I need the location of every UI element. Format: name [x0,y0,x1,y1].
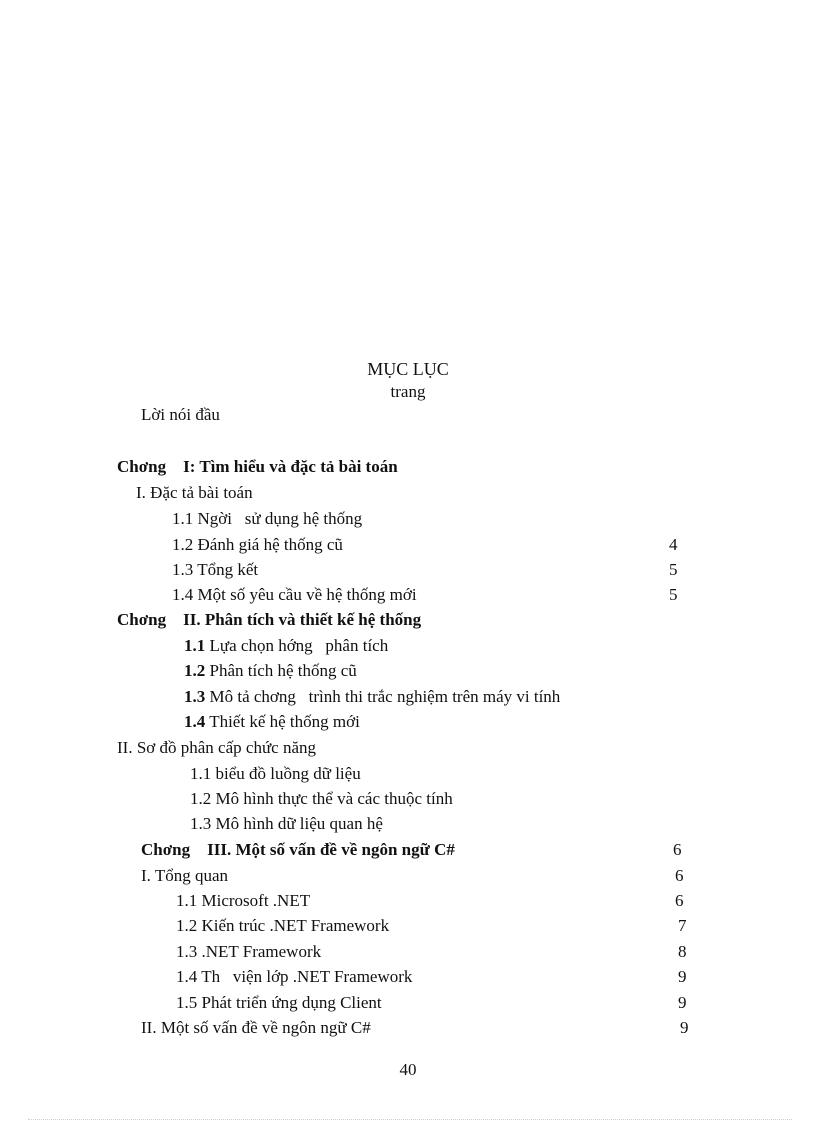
toc-entry: 1.5 Phát triển ứng dụng Client [176,993,382,1012]
toc-entry [184,662,357,679]
toc-entry: 1.3 Tổng kết [172,560,259,579]
entry-label: Phân tích hệ thống cũ [205,661,357,680]
toc-entry: 1.2 Đánh giá hệ thống cũ [172,535,343,554]
entry-label: Thiết kế hệ thống mới [205,712,360,731]
page-column-label: trang [390,382,426,401]
page-number: 6 [675,866,684,885]
page-number: 5 [669,560,678,579]
page-number: 4 [669,535,678,554]
entry-number: 1.1 [184,636,206,655]
chapter-3-title: Chơng III. Một số vấn đề về ngôn ngữ C# [141,840,455,859]
entry-label: Mô tả chơng trình thi trắc nghiệm trên máy vi tính [205,687,561,706]
toc-entry: 1.4 Một số yêu cầu về hệ thống mới [172,585,417,604]
entry-number: 1.2 [184,661,206,680]
page-bottom-divider [28,1119,792,1120]
toc-entry: 1.2 Kiến trúc .NET Framework [176,916,390,935]
page-number: 6 [675,891,684,910]
page-number: 9 [680,1018,689,1037]
chapter-2-section-2: II. Sơ đồ phân cấp chức năng [117,738,317,757]
page-number: 8 [678,942,687,961]
entry-number: 1.4 [184,712,206,731]
toc-entry: 1.3 Mô hình dữ liệu quan hệ [190,814,383,833]
toc-entry [184,713,360,730]
page-number: 5 [669,585,678,604]
toc-title: MỤC LỤC [367,359,449,379]
page-footer-number: 40 [399,1060,417,1079]
toc-entry [184,637,388,654]
chapter-2-title: Chơng II. Phân tích và thiết kế hệ thống [117,610,422,629]
page-number: 7 [678,916,687,935]
toc-entry: 1.3 .NET Framework [176,942,322,961]
toc-entry [184,688,560,705]
page-number: 9 [678,967,687,986]
toc-entry: 1.1 Ngời sử dụng hệ thống [172,509,363,528]
preface-entry: Lời nói đầu [141,405,220,424]
toc-entry: 1.1 Microsoft .NET [176,891,311,910]
entry-number: 1.3 [184,687,206,706]
entry-label: Lựa chọn hớng phân tích [205,636,389,655]
page-number: 6 [673,840,682,859]
toc-entry: 1.4 Th viện lớp .NET Framework [176,967,413,986]
chapter-3-section-1: I. Tổng quan [141,866,229,885]
chapter-1-section-1: I. Đặc tả bài toán [136,483,253,502]
chapter-1-title: Chơng I: Tìm hiểu và đặc tả bài toán [117,457,398,476]
chapter-3-section-2: II. Một số vấn đề về ngôn ngữ C# [141,1018,371,1037]
toc-entry: 1.1 biểu đồ luồng dữ liệu [190,764,361,783]
toc-entry: 1.2 Mô hình thực thể và các thuộc tính [190,789,453,808]
page-number: 9 [678,993,687,1012]
